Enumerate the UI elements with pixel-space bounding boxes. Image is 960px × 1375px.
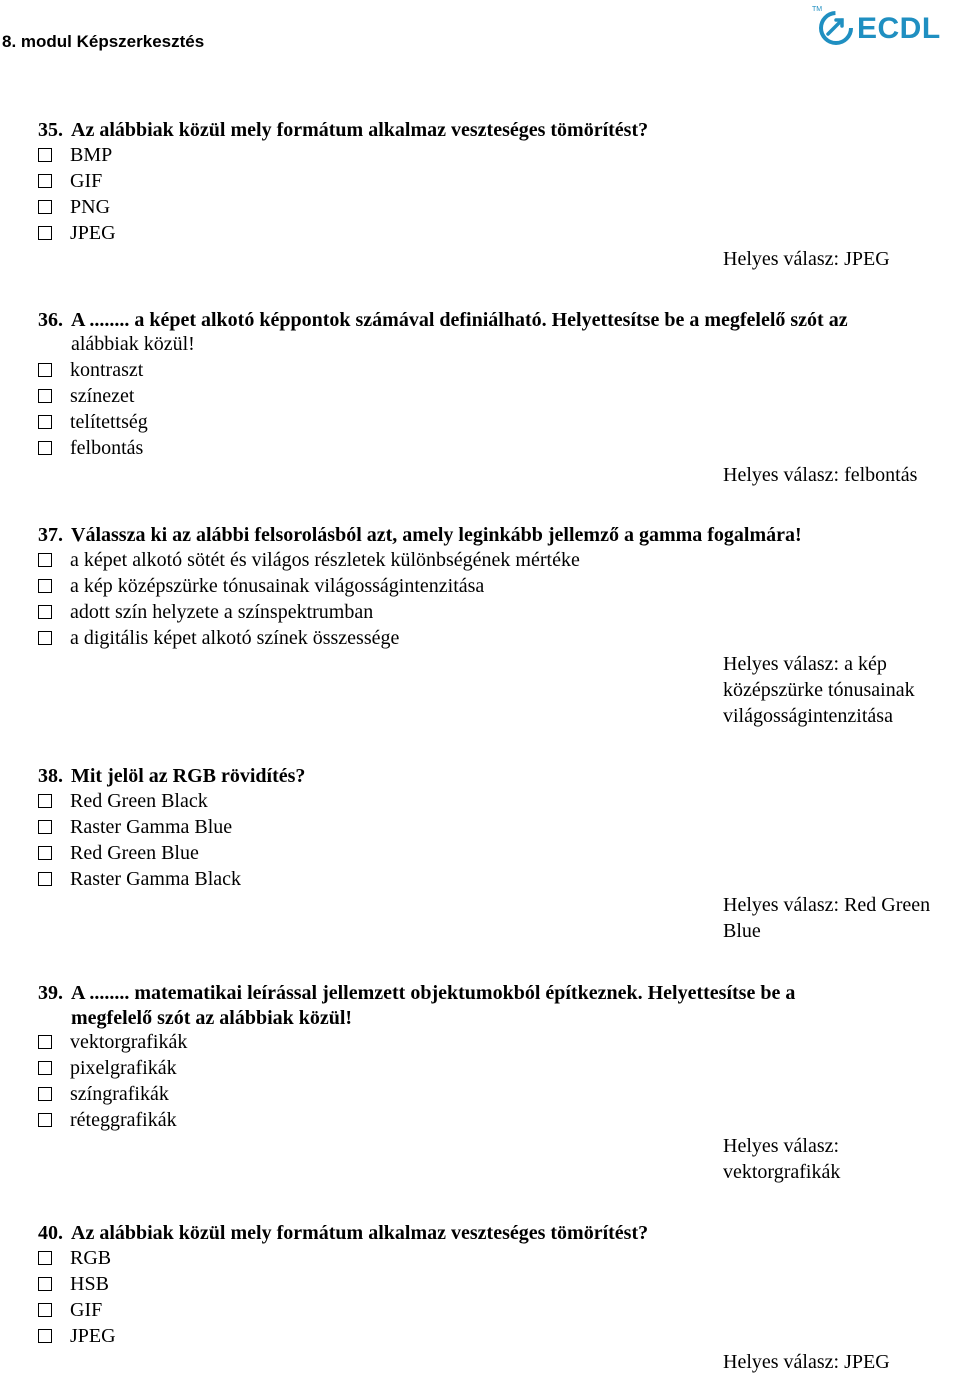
option-label: GIF [70, 1299, 103, 1321]
question-39-title [38, 980, 958, 1006]
option-40-b[interactable] [38, 1271, 109, 1297]
option-label: vektorgrafikák [70, 1031, 188, 1053]
answer-37: Helyes válasz: a kép középszürke tónusainak világosságintenzitása [723, 653, 915, 727]
option-label: JPEG [70, 1325, 116, 1347]
question-text: Az alábbiak közül mely formátum alkalmaz veszteséges tömörítést? [71, 1222, 649, 1244]
question-text: Mit jelöl az RGB rövidítés? [71, 765, 306, 787]
option-37-d[interactable] [38, 625, 399, 651]
option-36-d[interactable] [38, 435, 143, 461]
question-number: 40. [38, 1222, 63, 1244]
option-35-d[interactable] [38, 220, 116, 246]
option-label: BMP [70, 144, 113, 166]
option-label: pixelgrafikák [70, 1057, 177, 1079]
option-label: HSB [70, 1273, 109, 1295]
question-number: 36. [38, 309, 63, 331]
logo-text: ECDL [857, 12, 941, 45]
option-label: adott szín helyzete a színspektrumban [70, 601, 374, 623]
checkbox-icon[interactable] [38, 872, 52, 886]
option-40-c[interactable] [38, 1297, 102, 1323]
option-39-d[interactable] [38, 1107, 177, 1133]
checkbox-icon[interactable] [38, 605, 52, 619]
option-label: Raster Gamma Black [70, 868, 242, 890]
checkbox-icon[interactable] [38, 1277, 52, 1291]
option-label: réteggrafikák [70, 1109, 177, 1131]
checkbox-icon[interactable] [38, 148, 52, 162]
question-number: 37. [38, 524, 63, 546]
option-38-d[interactable] [38, 866, 241, 892]
checkbox-icon[interactable] [38, 1061, 52, 1075]
option-38-a[interactable] [38, 788, 208, 814]
option-label: GIF [70, 170, 103, 192]
checkbox-icon[interactable] [38, 1251, 52, 1265]
question-text: A ........ matematikai leírással jellemzett objektumokból építkeznek. Helyettesítse be a [71, 982, 796, 1004]
checkbox-icon[interactable] [38, 226, 52, 240]
option-39-b[interactable] [38, 1055, 177, 1081]
checkbox-icon[interactable] [38, 553, 52, 567]
option-35-a[interactable] [38, 142, 112, 168]
question-40-title [38, 1220, 958, 1246]
question-35-title [38, 117, 958, 143]
checkbox-icon[interactable] [38, 794, 52, 808]
option-40-d[interactable] [38, 1323, 116, 1349]
option-38-c[interactable] [38, 840, 199, 866]
checkbox-icon[interactable] [38, 631, 52, 645]
checkbox-icon[interactable] [38, 174, 52, 188]
checkbox-icon[interactable] [38, 579, 52, 593]
option-label: telítettség [70, 411, 148, 433]
question-number: 35. [38, 119, 63, 141]
checkbox-icon[interactable] [38, 1113, 52, 1127]
question-text: Az alábbiak közül mely formátum alkalmaz veszteséges tömörítést? [71, 119, 649, 141]
question-36-title [38, 307, 958, 333]
option-35-b[interactable] [38, 168, 102, 194]
option-label: a kép középszürke tónusainak világosságintenzitása [70, 575, 485, 597]
answer-39: Helyes válasz: vektorgrafikák [723, 1135, 841, 1183]
option-label: felbontás [70, 437, 144, 459]
option-39-a[interactable] [38, 1029, 187, 1055]
question-36-title-cont: alábbiak közül! [71, 333, 195, 355]
option-37-a[interactable] [38, 547, 580, 573]
checkbox-icon[interactable] [38, 1035, 52, 1049]
option-label: színezet [70, 385, 135, 407]
answer-40: Helyes válasz: JPEG [723, 1351, 890, 1373]
option-label: Red Green Black [70, 790, 208, 812]
checkbox-icon[interactable] [38, 415, 52, 429]
checkbox-icon[interactable] [38, 846, 52, 860]
answer-36: Helyes válasz: felbontás [723, 464, 918, 486]
option-label: Red Green Blue [70, 842, 199, 864]
option-36-c[interactable] [38, 409, 148, 435]
option-39-c[interactable] [38, 1081, 169, 1107]
logo-trademark: TM [812, 6, 823, 13]
option-label: RGB [70, 1247, 112, 1269]
checkbox-icon[interactable] [38, 1329, 52, 1343]
option-label: a digitális képet alkotó színek összessége [70, 627, 400, 649]
option-35-c[interactable] [38, 194, 110, 220]
ecdl-logo-icon [818, 8, 856, 48]
option-label: PNG [70, 196, 111, 218]
question-text: A ........ a képet alkotó képpontok számával definiálható. Helyettesítse be a megfelelő szót az [71, 309, 848, 331]
checkbox-icon[interactable] [38, 389, 52, 403]
option-label: Raster Gamma Blue [70, 816, 233, 838]
page-header-title: 8. modul Képszerkesztés [2, 32, 205, 51]
question-number: 39. [38, 982, 63, 1004]
checkbox-icon[interactable] [38, 1087, 52, 1101]
option-38-b[interactable] [38, 814, 232, 840]
checkbox-icon[interactable] [38, 820, 52, 834]
checkbox-icon[interactable] [38, 200, 52, 214]
question-text: Válassza ki az alábbi felsorolásból azt, amely leginkább jellemző a gamma fogalmára! [71, 524, 802, 546]
checkbox-icon[interactable] [38, 1303, 52, 1317]
checkbox-icon[interactable] [38, 363, 52, 377]
answer-35: Helyes válasz: JPEG [723, 248, 890, 270]
ecdl-logo [808, 4, 948, 54]
question-number: 38. [38, 765, 63, 787]
option-37-b[interactable] [38, 573, 484, 599]
option-label: színgrafikák [70, 1083, 169, 1105]
option-40-a[interactable] [38, 1245, 111, 1271]
question-37-title [38, 522, 958, 548]
option-37-c[interactable] [38, 599, 373, 625]
option-label: JPEG [70, 222, 116, 244]
option-36-a[interactable] [38, 357, 143, 383]
answer-38: Helyes válasz: Red Green Blue [723, 894, 931, 942]
option-label: kontraszt [70, 359, 144, 381]
question-38-title [38, 763, 958, 789]
option-label: a képet alkotó sötét és világos részletek különbségének mértéke [70, 549, 580, 571]
option-36-b[interactable] [38, 383, 134, 409]
question-39-title-cont: megfelelő szót az alábbiak közül! [71, 1007, 353, 1029]
checkbox-icon[interactable] [38, 441, 52, 455]
